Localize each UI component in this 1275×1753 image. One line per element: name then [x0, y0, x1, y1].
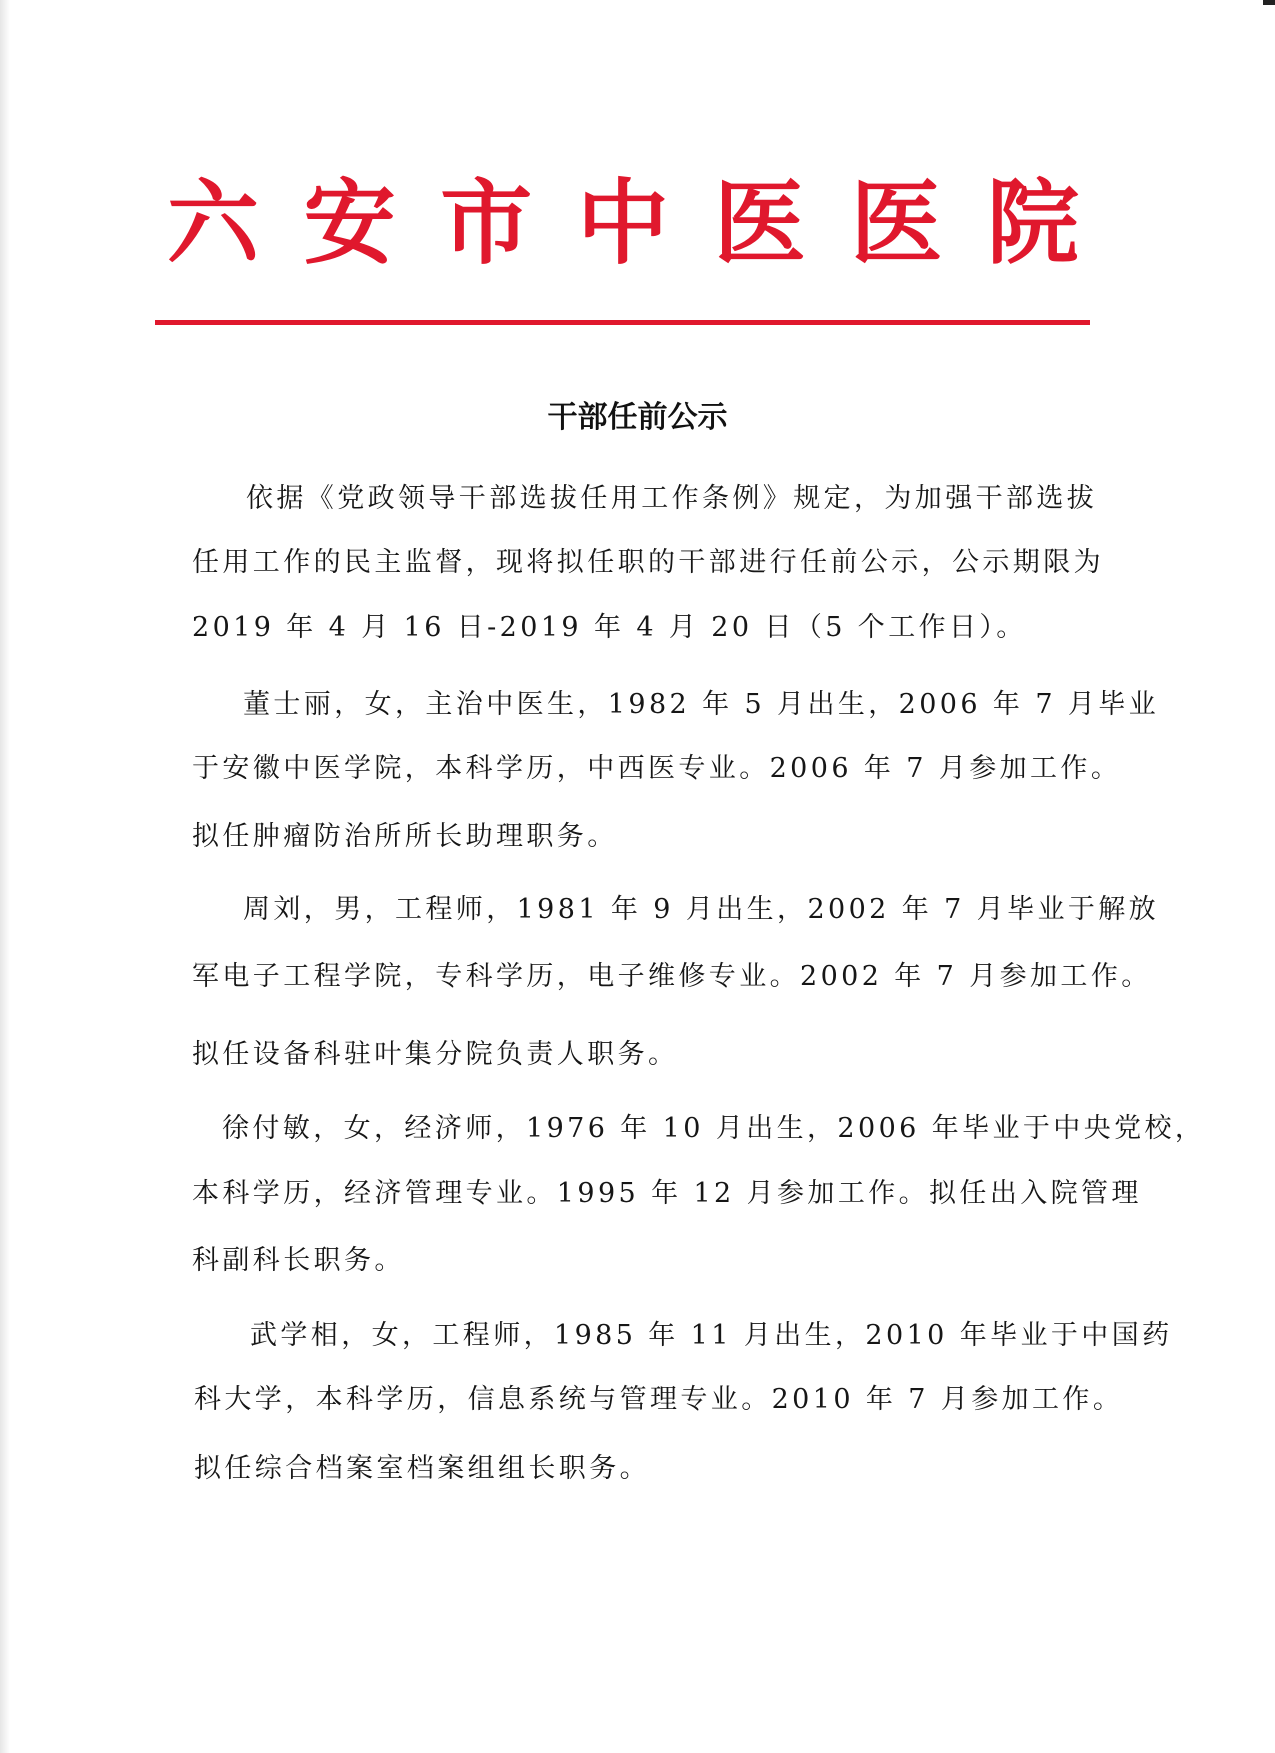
letterhead-char: 安 — [303, 169, 396, 277]
paragraph-2-line-2: 于安徽中医学院，本科学历，中西医专业。2006 年 7 月参加工作。 — [192, 753, 1122, 784]
paragraph-5-line-3: 拟任综合档案室档案组组长职务。 — [194, 1453, 650, 1484]
letterhead-char: 医 — [713, 169, 806, 277]
letterhead-char: 中 — [576, 169, 669, 277]
paragraph-3-line-3: 拟任设备科驻叶集分院负责人职务。 — [192, 1039, 679, 1070]
paragraph-4-line-1: 徐付敏，女，经济师，1976 年 10 月出生，2006 年毕业于中央党校， — [222, 1113, 1206, 1144]
scan-corner-mark — [1263, 0, 1275, 5]
paragraph-3-line-2: 军电子工程学院，专科学历，电子维修专业。2002 年 7 月参加工作。 — [192, 961, 1152, 992]
letterhead-red-rule — [155, 320, 1090, 325]
paragraph-5-line-1: 武学相，女，工程师，1985 年 11 月出生，2010 年毕业于中国药 — [250, 1320, 1173, 1351]
scan-edge-shadow — [0, 0, 10, 1753]
paragraph-2-line-1: 董士丽，女，主治中医生，1982 年 5 月出生，2006 年 7 月毕业 — [243, 689, 1160, 720]
letterhead-org-name — [158, 168, 1088, 278]
letterhead-char: 院 — [986, 169, 1079, 277]
paragraph-1-line-2: 任用工作的民主监督，现将拟任职的干部进行任前公示，公示期限为 — [192, 547, 1104, 578]
paragraph-3-line-1: 周刘，男，工程师，1981 年 9 月出生，2002 年 7 月毕业于解放 — [243, 894, 1160, 925]
paragraph-1-line-1: 依据《党政领导干部选拔任用工作条例》规定，为加强干部选拔 — [246, 483, 1098, 514]
paragraph-4-line-2: 本科学历，经济管理专业。1995 年 12 月参加工作。拟任出入院管理 — [192, 1178, 1142, 1209]
paragraph-2-line-3: 拟任肿瘤防治所所长助理职务。 — [192, 821, 618, 852]
paragraph-5-line-2: 科大学，本科学历，信息系统与管理专业。2010 年 7 月参加工作。 — [194, 1384, 1124, 1415]
letterhead-char: 市 — [440, 169, 533, 277]
paragraph-4-line-3: 科副科长职务。 — [192, 1245, 405, 1276]
document-title: 干部任前公示 — [547, 400, 728, 435]
letterhead-char: 六 — [166, 169, 259, 277]
paragraph-1-line-3: 2019 年 4 月 16 日-2019 年 4 月 20 日（5 个工作日）。 — [192, 612, 1027, 643]
letterhead-char: 医 — [850, 169, 943, 277]
